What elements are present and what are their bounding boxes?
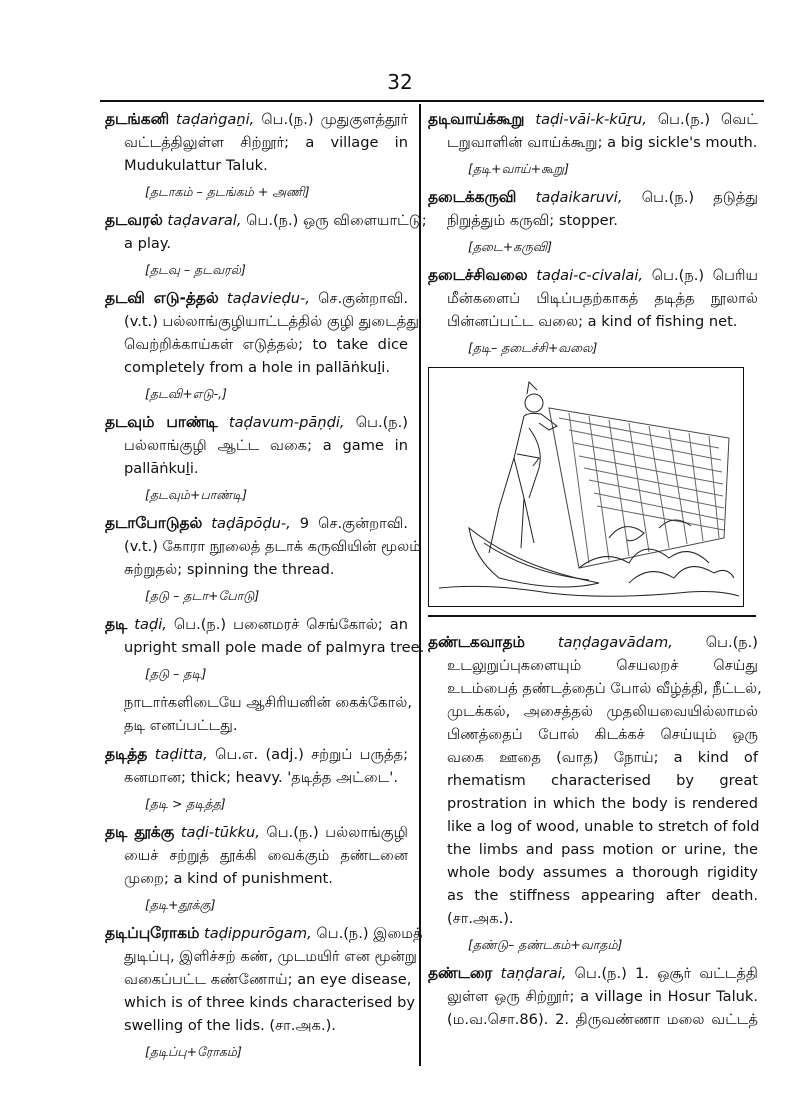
entry-tadavi-edu [105, 287, 419, 379]
entry-text: மீன்களைப் பிடிப்பதற்காகத் தடித்த நூலால் [447, 290, 758, 307]
transliteration: taḍavum-pāṇḍi, [228, 414, 345, 431]
etymology: [தடி > தடித்த] [145, 796, 226, 811]
etymology: [தடி– தடைச்சி+வலை] [468, 340, 598, 355]
etymology: [தடு – தடி] [145, 666, 207, 681]
fisherman-net-drawing [429, 368, 743, 606]
headword: தண்டரை [428, 964, 493, 982]
entry-tadippurogam [105, 922, 423, 1037]
headword: தடிப்புரோகம் [105, 924, 200, 942]
left-column [105, 108, 427, 1069]
entry-text: வெற்றிக்காய்கள் எடுத்தல்; to take dice [124, 336, 408, 353]
headword: தடாபோடுதல் [105, 514, 203, 532]
column-divider [419, 104, 421, 1066]
transliteration: taṇḍagavādam, [557, 634, 673, 651]
etymology: [தடவி+எடு-,] [145, 386, 227, 401]
headword: தடங்கனி [105, 110, 170, 128]
entry-text: பல்லாங்குழி ஆட்ட வகை; a game in [124, 437, 408, 454]
headword: தடவும் பாண்டி [105, 413, 218, 431]
entry-text: (சா.அக.). [447, 910, 514, 927]
entry-text: completely from a hole in pallāṅkuḻi. [124, 359, 390, 376]
entry-tandarai [428, 962, 758, 1031]
entry-text: which is of three kinds characterised by [124, 994, 415, 1011]
transliteration: taḍavieḍu-, [226, 290, 310, 307]
etymology: [தடவு – தடவரல்] [145, 262, 246, 277]
entry-text: 9 செ.குன்றாவி. [290, 515, 408, 532]
entry-text: பெ.(ந.) பனைமரச் செங்கோல்; an [166, 616, 408, 633]
entry-text: வட்டத்திலுள்ள சிற்றூர்; a village in [124, 134, 408, 151]
entry-text: the limbs and pass motion or urine, the [447, 841, 758, 858]
headword: தடைக்கருவி [428, 188, 517, 206]
entry-taditta [105, 743, 408, 789]
entry-text: உடம்பைத் தண்டத்தைப் போல் வீழ்த்தி, நீட்டல், [447, 680, 762, 697]
entry-text: பெ.(ந.) வெட் [646, 111, 758, 128]
entry-text: கனமான; thick; heavy. 'தடித்த அட்டை'. [124, 769, 398, 786]
entry-text: நிறுத்தும் கருவி; stopper. [447, 212, 618, 229]
entry-text: பெ.(ந.) ஒரு விளையாட்டு; [241, 212, 427, 229]
headword: தடிவாய்க்கூறு [428, 110, 525, 128]
entry-text: (ம.வ.சொ.86). 2. திருவண்ணா மலை வட்டத் [447, 1011, 758, 1028]
entry-text: பெ.(ந.) பல்லாங்குழி [259, 824, 408, 841]
entry-text: prostration in which the body is rendered [447, 795, 758, 812]
entry-text: whole body assumes a thorough rigidity [447, 864, 758, 881]
transliteration: taḍaṅgaṉi, [176, 111, 255, 128]
fishing-net-illustration [428, 367, 744, 607]
entry-tadavaral [105, 209, 427, 255]
etymology: [தடு – தடா+போடு] [145, 588, 260, 603]
transliteration: taḍavaral, [167, 212, 242, 229]
headword: தடித்த [105, 745, 148, 763]
entry-text: (v.t.) கோரா நூலைத் தடாக் கருவியின் மூலம் [124, 538, 422, 555]
entry-text: பெ.(ந.) 1. ஒசூர் வட்டத்தி [566, 965, 758, 982]
page-number: 32 [387, 70, 413, 94]
entry-tadangani [105, 108, 408, 177]
entry-text: upright small pole made of palmyra tree. [124, 639, 425, 656]
entry-text: பெ.(ந.) [672, 634, 759, 651]
etymology: [தடவும்+பாண்டி] [145, 487, 248, 502]
etymology: [தடி+தூக்கு] [145, 897, 216, 912]
entry-tandagavadam [428, 631, 762, 930]
entry-text: வகை ஊதை (வாத) நோய்; a kind of [447, 749, 758, 766]
header-rule [100, 100, 764, 102]
transliteration: taḍai-c-civalai, [536, 267, 644, 284]
etymology: [தடி+வாய்+கூறு] [468, 161, 569, 176]
entry-text: (v.t.) பல்லாங்குழியாட்டத்தில் குழி துடைத்து [124, 313, 419, 330]
transliteration: taṇḍarai, [500, 965, 567, 982]
entry-text: வகைப்பட்ட கண்ணோய்; an eye disease, [124, 971, 412, 988]
headword: தடவரல் [105, 211, 163, 229]
headword: தடவி எடு-த்தல் [105, 289, 219, 307]
entry-text: பெ.எ. (adj.) சற்றுப் பருத்த; [207, 746, 408, 763]
transliteration: taḍi-tūkku, [180, 824, 260, 841]
note-text: நாடார்களிடையே ஆசிரியனின் கைக்கோல், [124, 694, 412, 711]
etymology: [தடாகம் – தடங்கம் + அணி] [145, 184, 310, 199]
entry-text: பெ.(ந.) [344, 414, 408, 431]
entry-text: swelling of the lids. (சா.அக.). [124, 1017, 336, 1034]
etymology: [தண்டு– தண்டகம்+வாதம்] [468, 937, 623, 952]
right-column [428, 108, 762, 1035]
transliteration: taḍitta, [154, 746, 208, 763]
entry-text: முறை; a kind of punishment. [124, 870, 333, 887]
note-text: தடி எனப்பட்டது. [124, 717, 238, 734]
entry-text: டறுவாளின் வாய்க்கூறு; a big sickle's mouth. [447, 134, 758, 151]
entry-text: பெ.(ந.) இமைத் [311, 925, 423, 942]
transliteration: taḍaikaruvi, [535, 189, 623, 206]
entry-tadi [105, 613, 425, 659]
entry-note [105, 691, 412, 737]
entry-tadivaykkuru [428, 108, 758, 154]
entry-tadavum-pandi [105, 411, 408, 480]
entry-text: பெ.(ந.) முதுகுளத்தூர் [254, 111, 408, 128]
entry-text: லுள்ள ஒரு சிற்றூர்; a village in Hosur Taluk. [447, 988, 758, 1005]
entry-text: செ.குன்றாவி. [309, 290, 409, 307]
entry-text: பெ.(ந.) தடுத்து [622, 189, 758, 206]
entry-text: யைச் சற்றுத் தூக்கி வைக்கும் தண்டனை [124, 847, 408, 864]
entry-tadapodudal [105, 512, 422, 581]
entry-tadi-tukku [105, 821, 408, 890]
entry-text: rhematism characterised by great [447, 772, 758, 789]
entry-text: பின்னப்பட்ட வலை; a kind of fishing net. [447, 313, 738, 330]
transliteration: taḍāpōḍu-, [211, 515, 291, 532]
entry-text: பெ.(ந.) பெரிய [643, 267, 758, 284]
illustration-rule [428, 615, 756, 617]
entry-text: முடக்கல், அசைத்தல் முதலியவையில்லாமல் [447, 703, 758, 720]
transliteration: taḍi, [134, 616, 167, 633]
etymology: [தடை+கருவி] [468, 239, 552, 254]
headword: தடைச்சிவலை [428, 266, 528, 284]
transliteration: taḍippurōgam, [203, 925, 312, 942]
headword: தடி தூக்கு [105, 823, 175, 841]
entry-tadaicchivalai [428, 264, 758, 333]
entry-tadaikaruvi [428, 186, 758, 232]
entry-text: துடிப்பு, இளிச்சற் கண், முடமயிர் என மூன்று [124, 948, 418, 965]
transliteration: taḍi-vāi-k-kūṟu, [535, 111, 647, 128]
etymology: [தடிப்பு+ரோகம்] [145, 1044, 242, 1059]
entry-text: சுற்றுதல்; spinning the thread. [124, 561, 335, 578]
headword: தண்டகவாதம் [428, 633, 525, 651]
entry-text: பிணத்தைப் போல் கிடக்கச் செய்யும் ஒரு [447, 726, 758, 743]
entry-text: a play. [124, 235, 172, 252]
entry-text: pallāṅkuḻi. [124, 460, 199, 477]
entry-text: Mudukulattur Taluk. [124, 157, 268, 174]
entry-text: like a log of wood, unable to stretch of fold [447, 818, 760, 835]
entry-text: as the stiffness appearing after death. [447, 887, 758, 904]
headword: தடி [105, 615, 128, 633]
entry-text: உடலுறுப்புகளையும் செயலறச் செய்து [447, 657, 758, 674]
